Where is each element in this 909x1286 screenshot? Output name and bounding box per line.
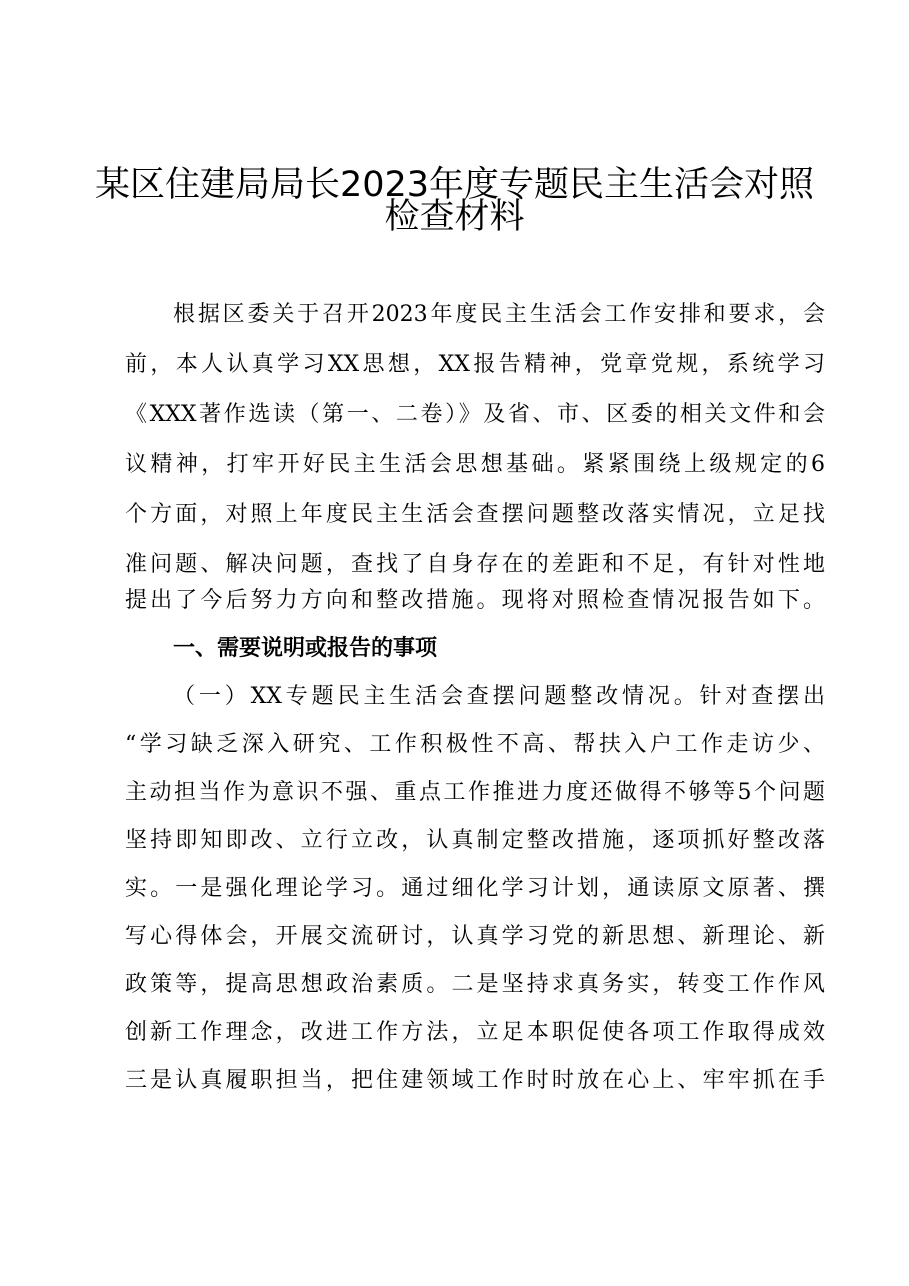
paragraph-1-line-5: 个方面，对照上年度民主生活会查摆问题整改落实情况，立足找 bbox=[125, 502, 825, 527]
paragraph-1-line-1: 根据区委关于召开2023年度民主生活会工作安排和要求，会 bbox=[173, 302, 825, 327]
document-title-line-2: 检查材料 bbox=[384, 197, 525, 237]
paragraph-1-line-4: 议精神，打牢开好民主生活会思想基础。紧紧围绕上级规定的6 bbox=[125, 452, 825, 477]
section-heading-1: 一、需要说明或报告的事项 bbox=[173, 636, 438, 661]
paragraph-1-line-2: 前，本人认真学习XX思想，XX报告精神，党章党规，系统学习 bbox=[125, 352, 825, 377]
paragraph-2-line-1: （一）XX专题民主生活会查摆问题整改情况。针对查摆出 bbox=[173, 684, 825, 709]
paragraph-2-line-7: 政策等，提高思想政治素质。二是坚持求真务实，转变工作作风 bbox=[125, 972, 825, 997]
paragraph-2-line-2: “学习缺乏深入研究、工作积极性不高、帮扶入户工作走访少、 bbox=[125, 732, 825, 757]
paragraph-1-line-6: 准问题、解决问题，查找了自身存在的差距和不足，有针对性地 bbox=[125, 552, 825, 577]
paragraph-2-line-6: 写心得体会，开展交流研讨，认真学习党的新思想、新理论、新 bbox=[125, 924, 825, 949]
paragraph-1-line-7: 提出了今后努力方向和整改措施。现将对照检查情况报告如下。 bbox=[125, 588, 825, 613]
paragraph-2-line-5: 实。一是强化理论学习。通过细化学习计划，通读原文原著、撰 bbox=[125, 876, 825, 901]
paragraph-2-line-8: 创新工作理念，改进工作方法，立足本职促使各项工作取得成效 bbox=[125, 1020, 825, 1045]
paragraph-2-line-3: 主动担当作为意识不强、重点工作推进力度还做得不够等5个问题 bbox=[125, 780, 825, 805]
paragraph-2-line-9: 三是认真履职担当，把住建领域工作时时放在心上、牢牢抓在手 bbox=[125, 1068, 825, 1093]
paragraph-1-line-3: 《XXX著作选读（第一、二卷）》及省、市、区委的相关文件和会 bbox=[125, 402, 825, 427]
document-title-line-1: 某区住建局局长2023年度专题民主生活会对照 bbox=[94, 165, 815, 205]
paragraph-2-line-4: 坚持即知即改、立行立改，认真制定整改措施，逐项抓好整改落 bbox=[125, 828, 825, 853]
